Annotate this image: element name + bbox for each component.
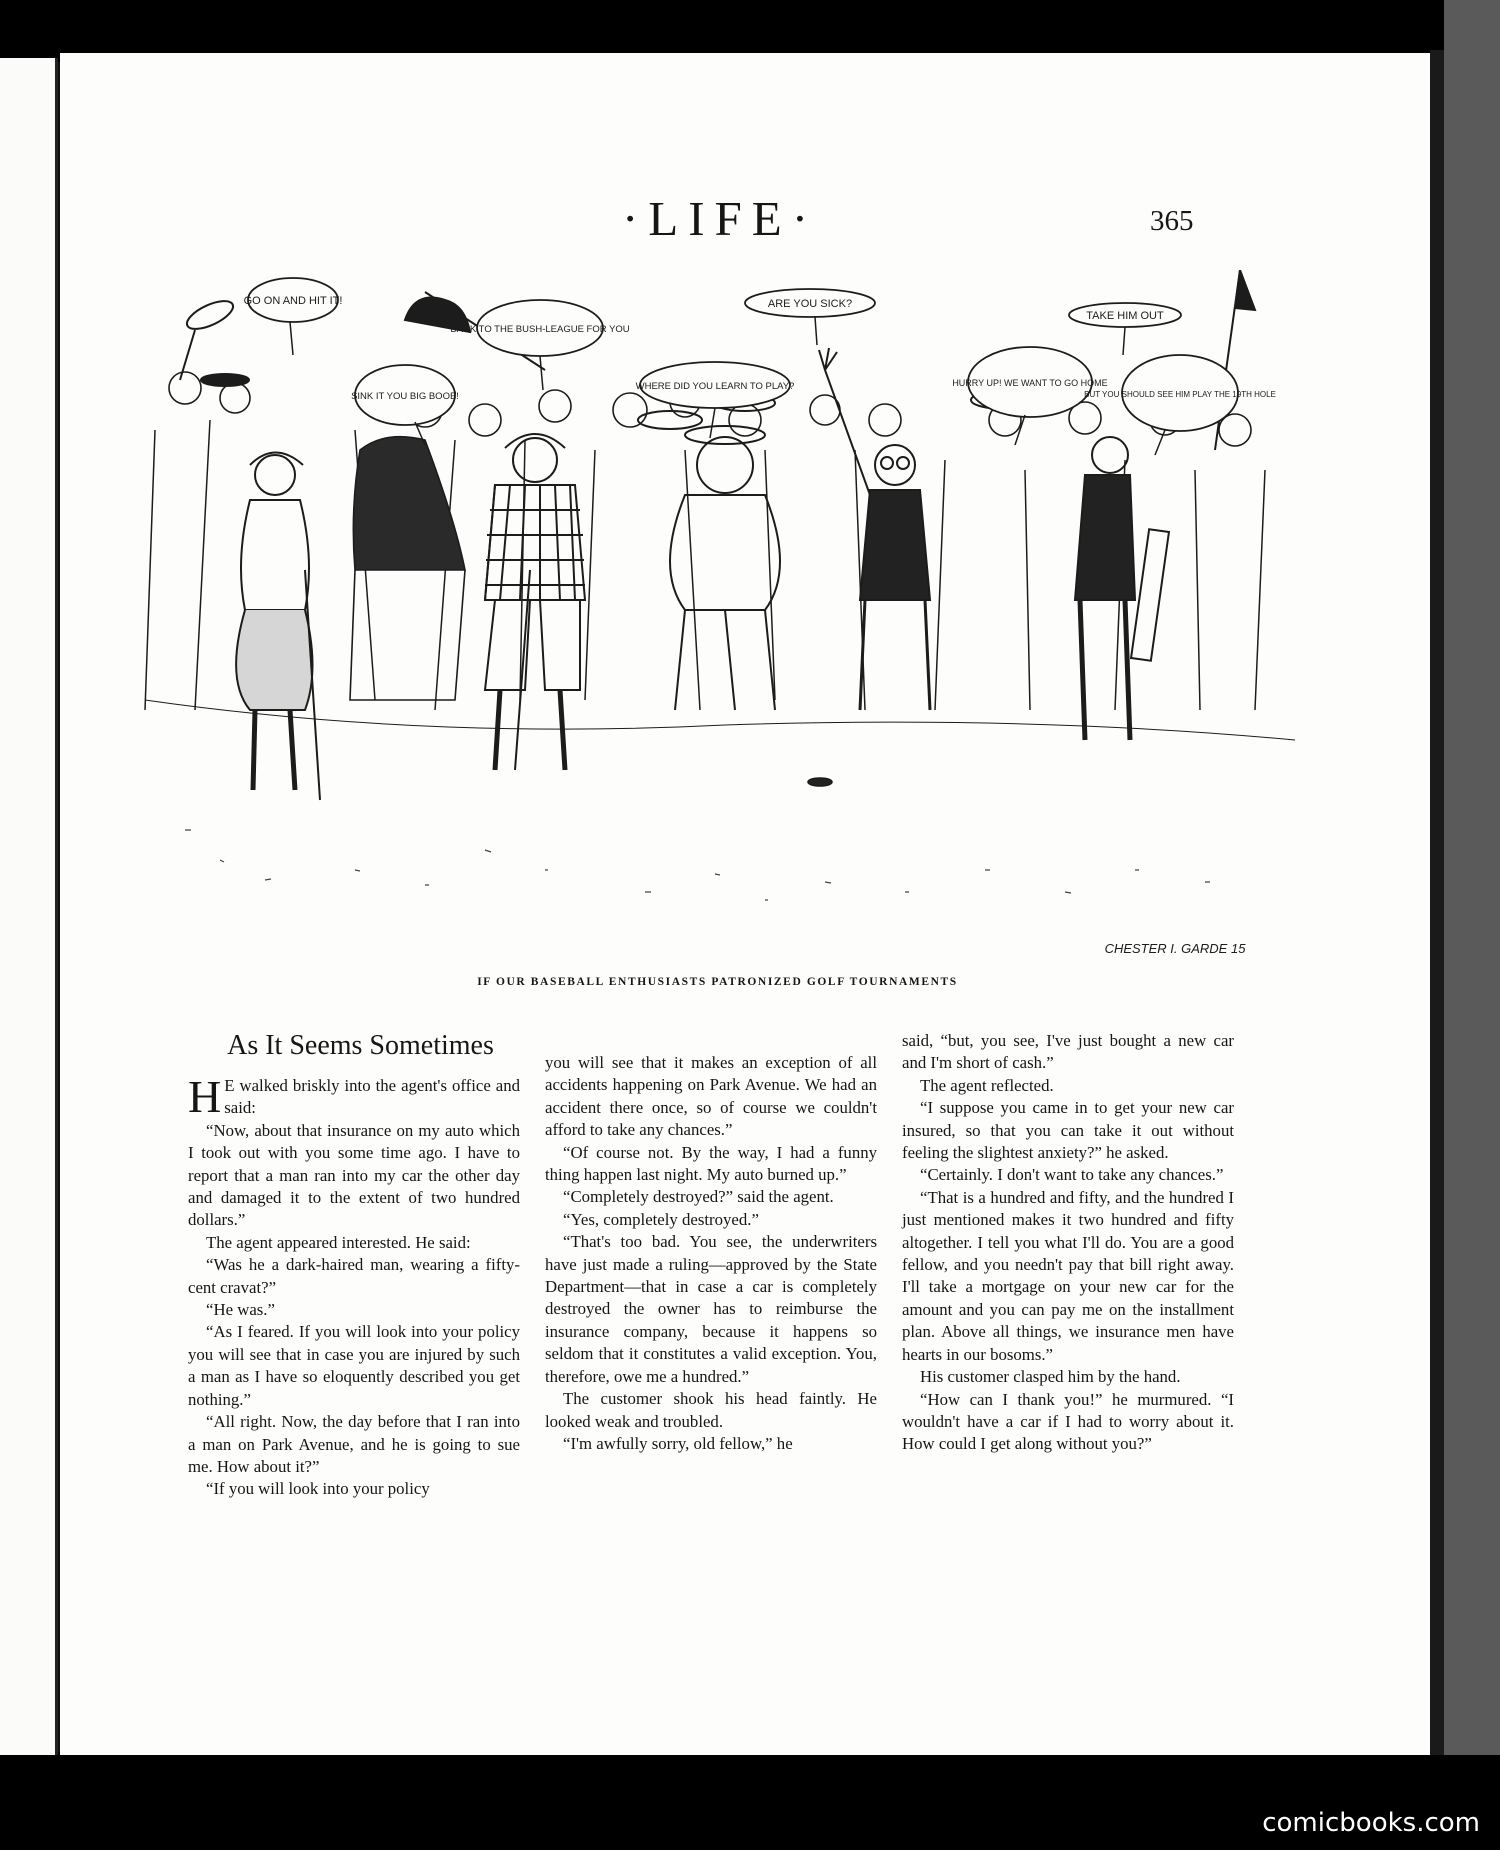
balloon-are-you-sick (745, 289, 875, 345)
thrown-hat (180, 295, 237, 380)
paragraph: The agent reflected. (920, 1075, 1054, 1095)
article-column-2 (545, 1052, 877, 1455)
paragraph: “Of course not. By the way, I had a funny thing happen last night. My auto burned up.” (545, 1142, 877, 1185)
balloon-go-on-and-hit-it (244, 278, 343, 355)
drop-cap: H (188, 1071, 222, 1122)
ground-stipple (185, 830, 1210, 900)
paragraph: “If you will look into your policy (206, 1479, 430, 1499)
paragraph: “Completely destroyed?” said the agent. (563, 1187, 834, 1207)
paragraph: The agent appeared interested. He said: (206, 1232, 471, 1252)
paragraph-continued: said, “but, you see, I've just bought a new car and I'm short of cash.” (902, 1031, 1234, 1073)
balloon-back-to-bush-league (450, 300, 629, 390)
paragraph: “As I feared. If you will look into your policy you will see that in case you are injured by such a man as I have so eloquently described you get nothing.” (188, 1322, 520, 1409)
paragraph: “Yes, completely destroyed.” (563, 1209, 759, 1229)
golfer-left (236, 453, 320, 801)
svg-text:TAKE HIM OUT: TAKE HIM OUT (1086, 310, 1164, 322)
cartoon-caption: IF OUR BASEBALL ENTHUSIASTS PATRONIZED GOLF TOURNAMENTS (477, 976, 958, 988)
site-watermark: comicbooks.com (1262, 1808, 1480, 1838)
page-right-edge (1430, 50, 1444, 1760)
svg-text:SINK IT YOU BIG BOOB!: SINK IT YOU BIG BOOB! (351, 391, 459, 402)
golfer-center (485, 434, 585, 770)
paragraph: “That is a hundred and fifty, and the hundred I just mentioned makes it two hundred and fifty altogether. I tell you what I'll do. You are a good fellow, and you needn't pay that bill right away. I'll take a mortgage on your new car for the amount and you can pay me on the installment plan. Above all things, we insurance men have hearts in our bosoms.” (902, 1187, 1234, 1364)
svg-text:ARE YOU SICK?: ARE YOU SICK? (767, 298, 853, 310)
svg-text:BUT YOU SHOULD SEE HIM PLAY TH: BUT YOU SHOULD SEE HIM PLAY THE 19TH HOLE (1084, 390, 1276, 399)
svg-text:WHERE DID YOU LEARN TO PLAY?: WHERE DID YOU LEARN TO PLAY? (635, 381, 795, 392)
balloon-take-him-out (1069, 303, 1181, 355)
artist-signature: CHESTER I. GARDE 15 (1104, 941, 1246, 956)
ground-line (145, 700, 1295, 740)
caddie-right (1075, 437, 1169, 740)
paragraph: “Certainly. I don't want to take any chances.” (920, 1165, 1224, 1185)
paragraph: “Now, about that insurance on my auto which I took out with you some time ago. I have to report that a man ran into my car the other day and damaged it to the extent of two hundred dollars.” (188, 1120, 520, 1230)
paragraph: “Was he a dark-haired man, wearing a fifty-cent cravat?” (188, 1255, 520, 1297)
article-column-3 (902, 1030, 1234, 1456)
opening-line: E walked briskly into the agent's office and said: (224, 1076, 520, 1118)
man-with-glasses (819, 348, 930, 710)
previous-page-edge (0, 58, 57, 1758)
golf-crowd-cartoon (125, 270, 1310, 960)
golf-hole (808, 778, 832, 786)
paragraph-continued: you will see that it makes an exception of all accidents happening on Park Avenue. We had an accident there once, so of course we couldn't afford to take any chances.” (545, 1053, 877, 1140)
svg-text:BACK TO THE BUSH-LEAGUE FOR YO: BACK TO THE BUSH-LEAGUE FOR YOU (450, 324, 630, 335)
article-column-1 (188, 1071, 520, 1501)
magazine-title: ·LIFE· (621, 191, 819, 246)
paragraph: “He was.” (206, 1300, 275, 1320)
paragraph: “How can I thank you!” he murmured. “I wouldn't have a car if I had to worry about it. How could I get along without you?” (902, 1389, 1234, 1454)
svg-text:HURRY UP! WE WANT TO GO HOME: HURRY UP! WE WANT TO GO HOME (952, 378, 1108, 388)
paragraph: The customer shook his head faintly. He looked weak and troubled. (545, 1389, 877, 1431)
paragraph: “That's too bad. You see, the underwriters have just made a ruling—approved by the State Department—that in case a car is completely destroyed the owner has to reimburse the insurance company, because it happens so seldom that it constitutes a valid exception. You, therefore, owe me a hundred.” (545, 1232, 877, 1386)
article-title: As It Seems Sometimes (227, 1030, 494, 1061)
page-number: 365 (1150, 205, 1194, 237)
paragraph: “All right. Now, the day before that I ran into a man on Park Avenue, and he is going to sue me. How about it?” (188, 1412, 520, 1476)
paragraph: His customer clasped him by the hand. (920, 1367, 1181, 1387)
paragraph: “I'm awfully sorry, old fellow,” he (563, 1433, 793, 1453)
balloon-sink-it (351, 365, 459, 445)
paragraph: “I suppose you came in to get your new car insured, so that you can take it out without feeling the slightest anxiety?” he asked. (902, 1098, 1234, 1163)
svg-text:GO ON AND HIT IT!: GO ON AND HIT IT! (243, 295, 343, 307)
scan-background (1444, 0, 1500, 1850)
woman-dark-coat (353, 437, 465, 570)
